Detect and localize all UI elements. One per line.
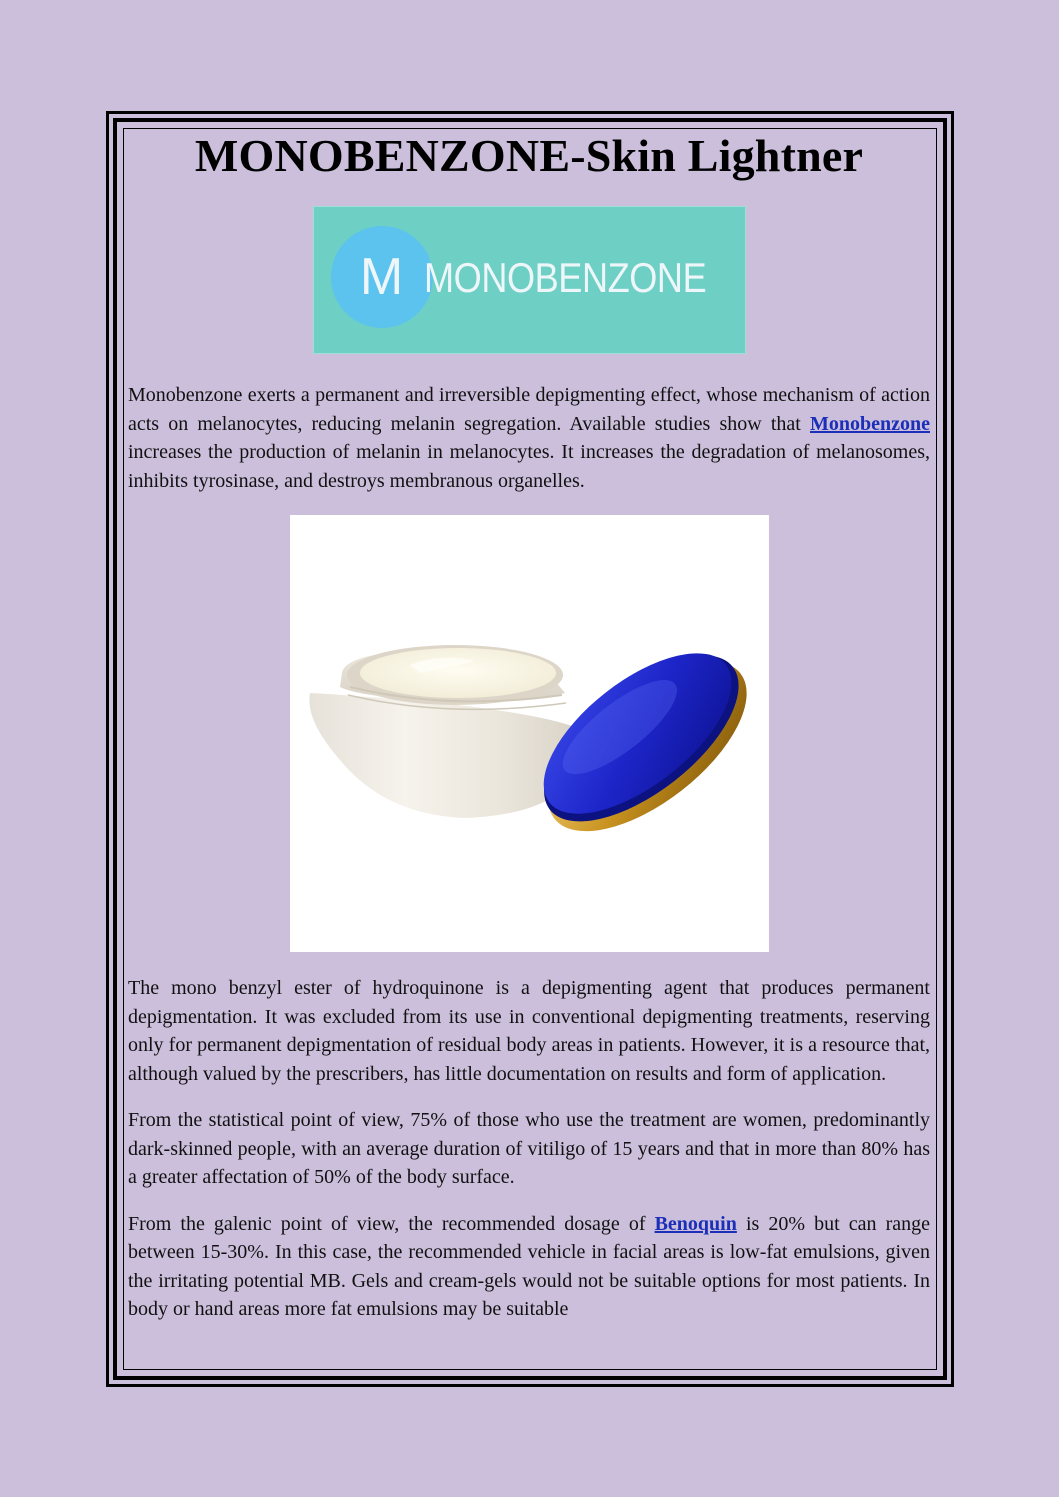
paragraph-hydroquinone: The mono benzyl ester of hydroquinone is a depigmenting agent that produces permanent depigmentation. It was excluded from its use in conventional depigmenting treatments, reserving only for permanent depigmentation of residual body areas in patients. However, it is a resource that, although valued by the prescribers, has little documentation on results and form of application.	[128, 977, 930, 1085]
paragraph-intro-text-b: increases the production of melanin in melanocytes. It increases the degradation of melanosomes, inhibits tyrosinase, and destroys membranous organelles.	[128, 441, 930, 492]
document-body	[128, 126, 930, 1324]
benoquin-link[interactable]: Benoquin	[654, 1212, 737, 1235]
logo-letter: M	[359, 248, 404, 306]
cream-jar-icon	[290, 515, 769, 952]
monobenzone-link[interactable]: Monobenzone	[810, 412, 930, 435]
monobenzone-logo	[313, 206, 746, 354]
paragraph-dosage	[128, 1210, 930, 1324]
page-title: MONOBENZONE-Skin Lightner	[194, 130, 864, 181]
paragraph-intro	[128, 381, 930, 495]
paragraph-statistics: From the statistical point of view, 75% of those who use the treatment are women, predominantly dark-skinned people, with an average duration of vitiligo of 15 years and that in more than 80% has a greater affectation of 50% of the body surface.	[128, 1109, 930, 1188]
paragraph-dosage-text-a: From the galenic point of view, the recommended dosage of	[128, 1212, 655, 1235]
logo-wordmark: MONOBENZONE	[423, 254, 706, 301]
logo-circle	[331, 226, 433, 328]
product-image	[290, 515, 769, 952]
paragraph-intro-text-a: Monobenzone exerts a permanent and irreversible depigmenting effect, whose mechanism of action acts on melanocytes, reducing melanin segregation. Available studies show that	[128, 384, 930, 435]
paragraph-dosage-text-b: is 20% but can range between 15-30%. In this case, the recommended vehicle in facial areas is low-fat emulsions, given the irritating potential MB. Gels and cream-gels would not be suitable options for most patients. In body or hand areas more fat emulsions may be suitable	[128, 1212, 930, 1320]
